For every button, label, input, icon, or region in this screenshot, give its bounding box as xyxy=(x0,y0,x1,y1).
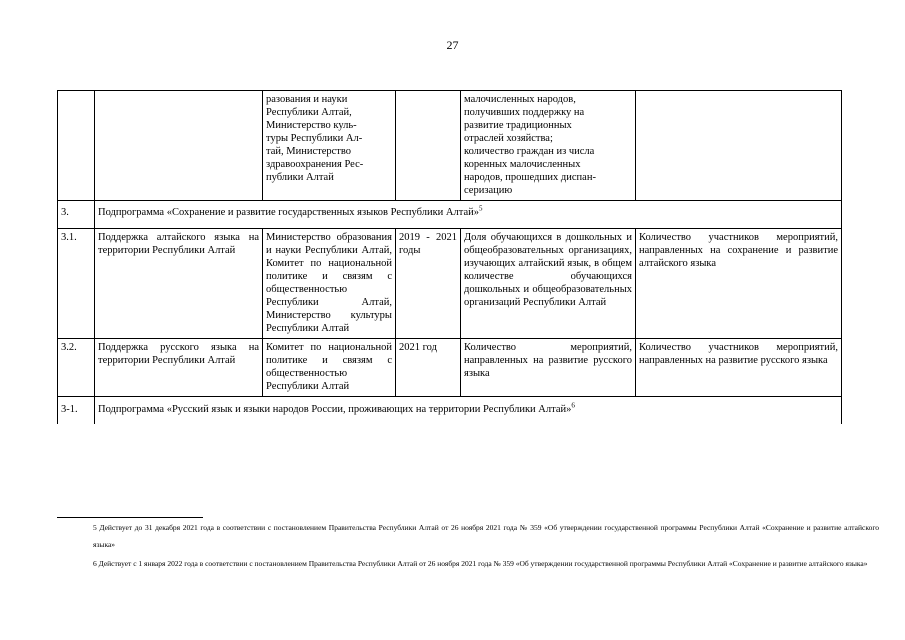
table-row-section-3 xyxy=(58,201,842,229)
section-num: 3-1. xyxy=(58,397,95,425)
cell-name: Поддержка алтайского языка на территории Республики Алтай xyxy=(95,229,263,339)
footnote-6: 6 Действует с 1 января 2022 года в соответствии с постановлением Правительства Республики Алтай от 26 ноября 2021 года № 359 «Об утверждении государственной программы Республики Алтай «Сохранение и развитие алтайского языка» xyxy=(93,559,868,568)
cell-result: Количество участников мероприятий, направленных на развитие русского языка xyxy=(636,339,842,397)
table-row-section-3-1 xyxy=(58,397,842,425)
cell-name: Поддержка русского языка на территории Республики Алтай xyxy=(95,339,263,397)
footnote-5: 5 Действует до 31 декабря 2021 года в соответствии с постановлением Правительства Республики Алтай от 26 ноября 2021 года № 359 «Об утверждении государственной программы Республики Алтай «Сохранение и развитие алтайского языка» xyxy=(93,523,879,549)
cell-executor: Комитет по национальной политике и связям с общественностью Республики Алтай xyxy=(263,339,396,397)
cell-indicator: малочисленных народов, получивших поддержку на развитие традиционных отраслей хозяйства; количество граждан из числа коренных малочисленных народов, прошедших диспан- серизацию xyxy=(461,91,636,201)
cell-period xyxy=(396,91,461,201)
section-title-cell xyxy=(95,201,842,229)
cell-executor: разования и науки Республики Алтай, Министерство куль- туры Республики Ал- тай, Министерство здравоохранения Рес- публики Алтай xyxy=(263,91,396,201)
section-title: Подпрограмма «Сохранение и развитие государственных языков Республики Алтай» xyxy=(98,207,479,218)
table-row-3-2 xyxy=(58,339,842,397)
footnote-ref: 6 xyxy=(571,401,575,410)
section-title-cell xyxy=(95,397,842,425)
page-number: 27 xyxy=(446,38,459,52)
footnote-divider xyxy=(57,517,203,518)
section-title: Подпрограмма «Русский язык и языки народов России, проживающих на территории Республики Алтай» xyxy=(98,404,572,415)
cell-executor: Министерство образования и науки Республики Алтай, Комитет по национальной политике и связям с общественностью Республики Алтай, Министерство культуры Республики Алтай xyxy=(263,229,396,339)
table-row-3-1 xyxy=(58,229,842,339)
cell-result xyxy=(636,91,842,201)
cell-name xyxy=(95,91,263,201)
cell-period: 2021 год xyxy=(396,339,461,397)
cell-indicator: Доля обучающихся в дошкольных и общеобразовательных организациях, изучающих алтайский язык, в общем количестве обучающихся дошкольных и общеобразовательных организаций Республики Алтай xyxy=(461,229,636,339)
cell-num xyxy=(58,91,95,201)
cell-indicator: Количество мероприятий, направленных на развитие русского языка xyxy=(461,339,636,397)
section-num: 3. xyxy=(58,201,95,229)
cell-period: 2019 - 2021 годы xyxy=(396,229,461,339)
cell-num: 3.2. xyxy=(58,339,95,397)
cell-result: Количество участников мероприятий, направленных на сохранение и развитие алтайского языка xyxy=(636,229,842,339)
footnote-ref: 5 xyxy=(478,204,483,213)
cell-num: 3.1. xyxy=(58,229,95,339)
table-row-continuation xyxy=(58,91,842,201)
program-table xyxy=(57,90,842,424)
